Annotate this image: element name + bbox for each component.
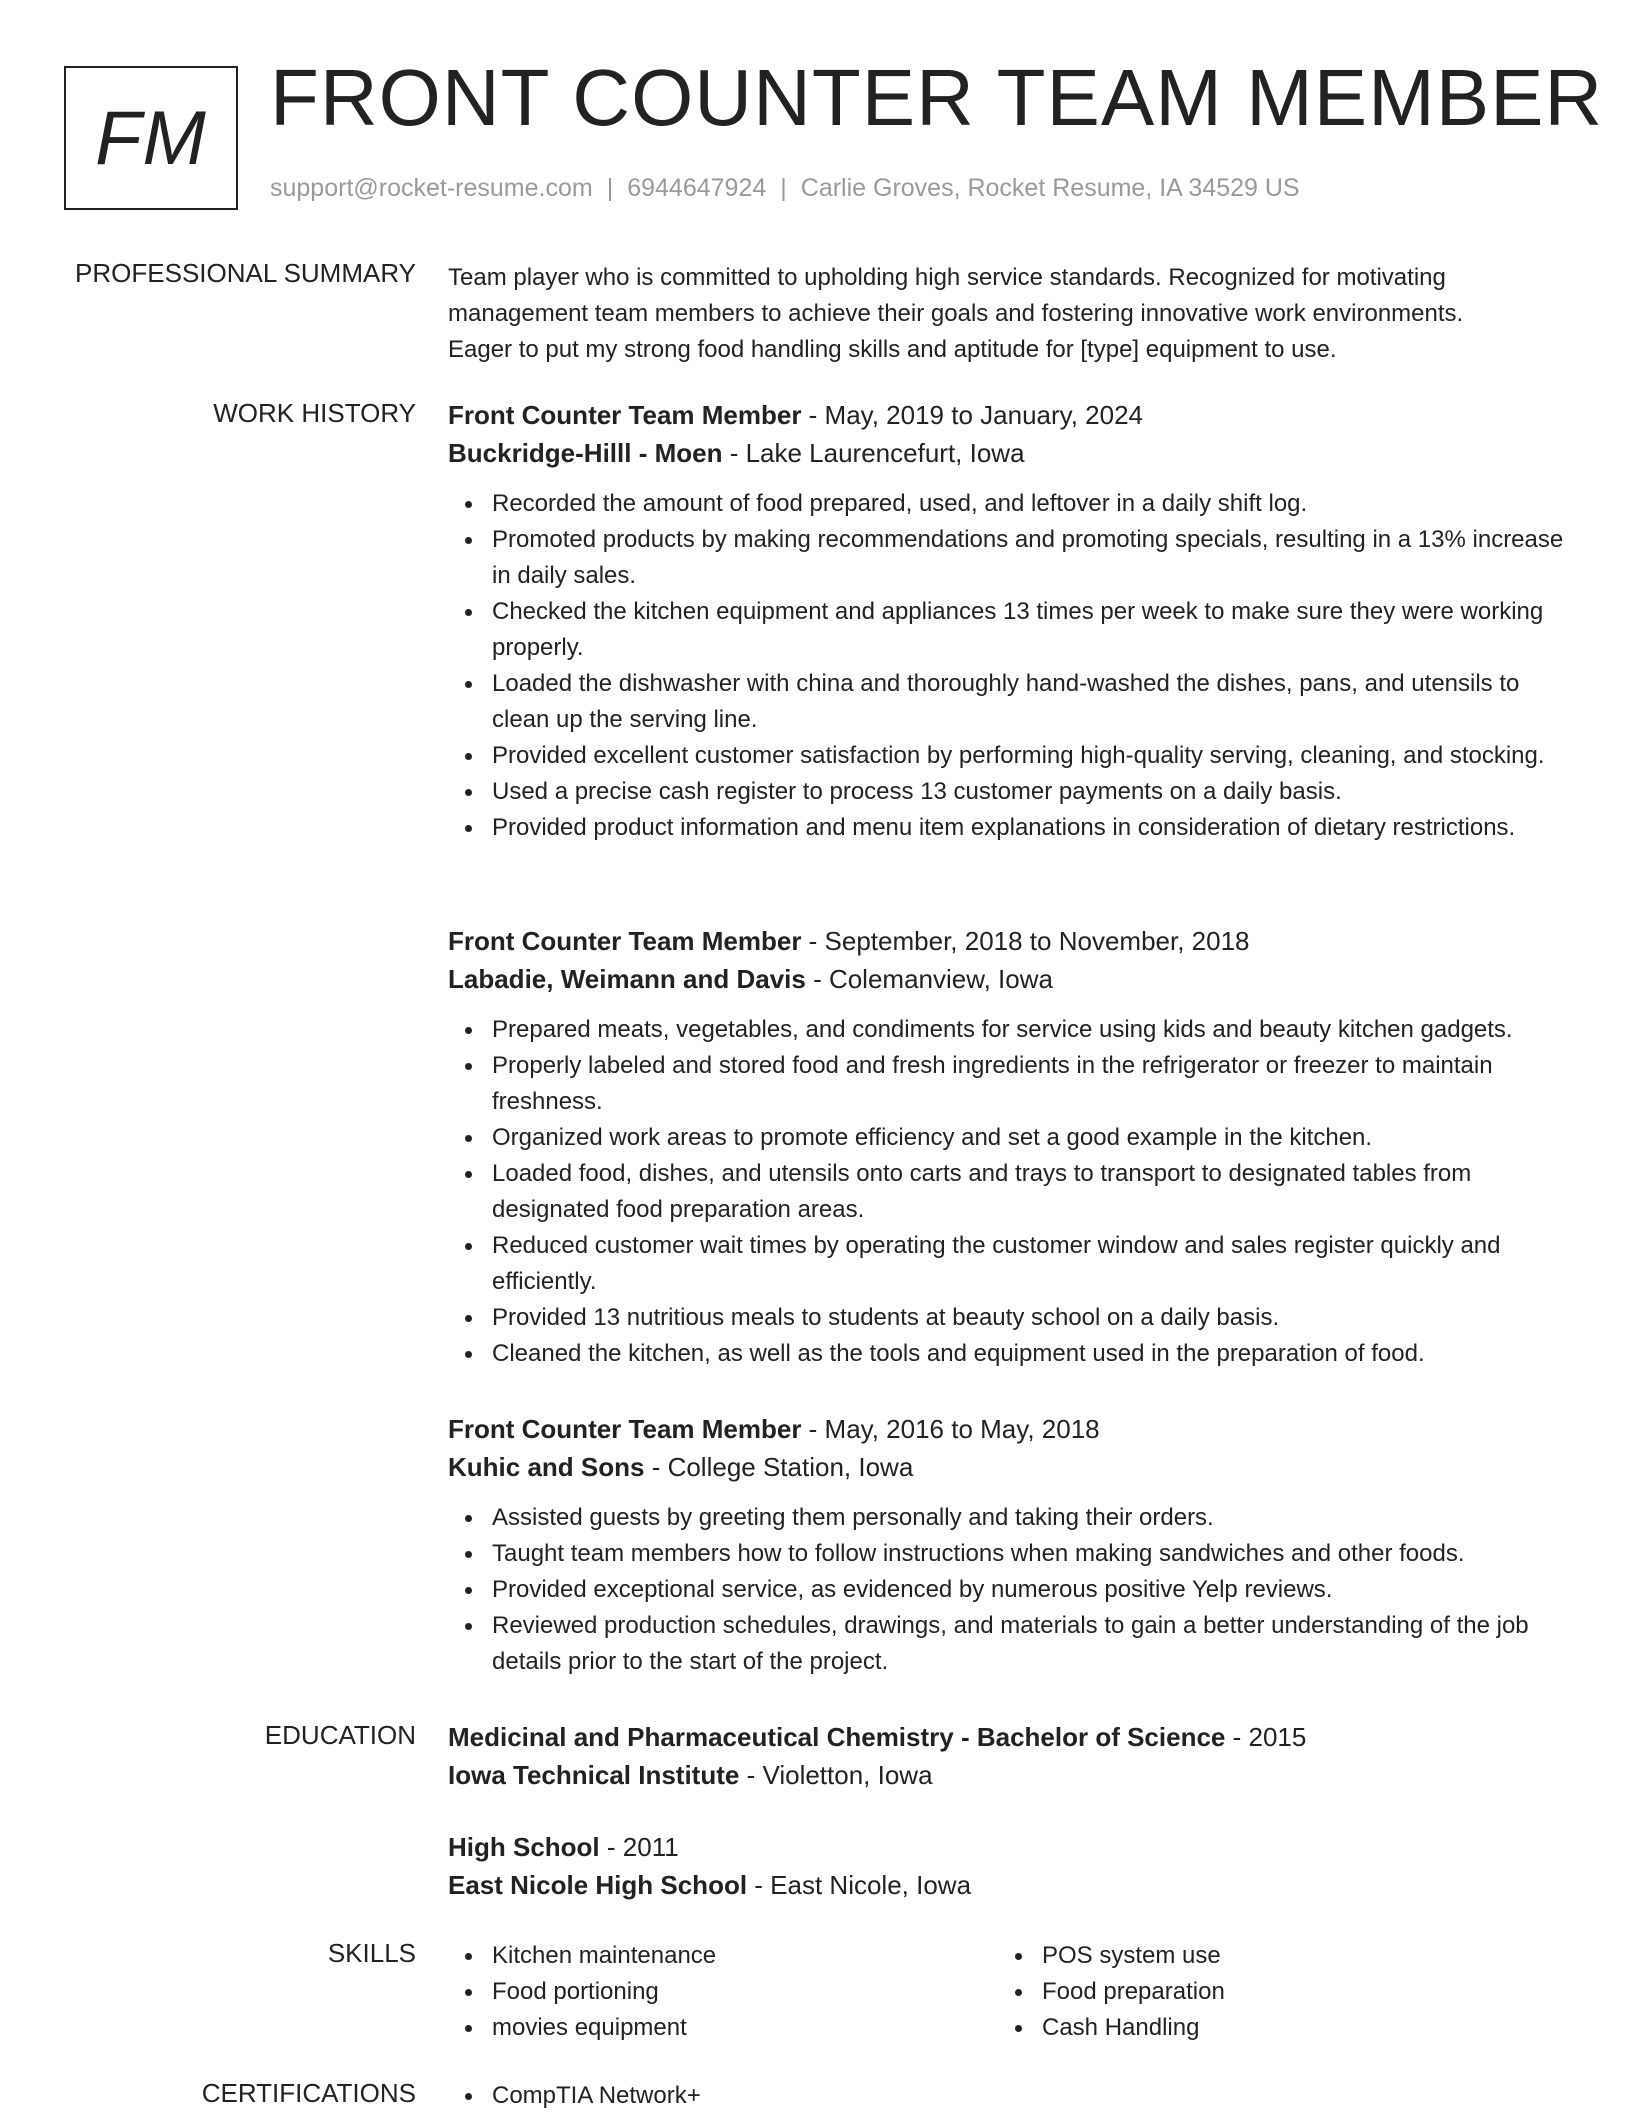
skill-item: movies equipment [448, 2010, 998, 2046]
job-title: Front Counter Team Member [448, 400, 802, 430]
job-bullet: Recorded the amount of food prepared, used, and leftover in a daily shift log. [448, 486, 1568, 522]
job-company: Buckridge-Hilll - Moen [448, 438, 723, 468]
job-dates: - May, 2019 to January, 2024 [801, 400, 1144, 430]
job-bullet: Checked the kitchen equipment and appliances 13 times per week to make sure they were working properly. [448, 594, 1568, 666]
education-school: Iowa Technical Institute [448, 1760, 740, 1790]
education-location: - Violetton, Iowa [739, 1760, 933, 1790]
education-entry [448, 1718, 1568, 1794]
job-heading [448, 1410, 1568, 1448]
section-label-work-history: WORK HISTORY [213, 398, 416, 428]
job-company-line [448, 1448, 1568, 1486]
contact-phone[interactable]: 6944647924 [627, 174, 767, 202]
contact-email[interactable]: support@rocket-resume.com [270, 174, 593, 202]
certification-item: CompTIA Network+ [448, 2078, 1568, 2112]
job-location: - Colemanview, Iowa [805, 964, 1053, 994]
contact-line [270, 174, 1300, 203]
job-title: Front Counter Team Member [448, 1414, 802, 1444]
education-school-line [448, 1756, 1568, 1794]
summary-text [448, 260, 1568, 368]
skills-list [448, 1938, 1568, 2046]
education-degree-line [448, 1828, 1568, 1866]
job-bullet: Reduced customer wait times by operating the customer window and sales register quickly and efficiently. [448, 1228, 1568, 1300]
job-company: Kuhic and Sons [448, 1452, 645, 1482]
summary-line: management team members to achieve their goals and fostering innovative work environments. [448, 300, 1464, 327]
contact-address: Carlie Groves, Rocket Resume, IA 34529 US [800, 174, 1300, 202]
section-label-summary: PROFESSIONAL SUMMARY [75, 258, 416, 288]
job-bullets [448, 1012, 1568, 1372]
job-bullet: Provided 13 nutritious meals to students at beauty school on a daily basis. [448, 1300, 1568, 1336]
education-year: - 2015 [1225, 1722, 1307, 1752]
job-entry [448, 922, 1568, 1372]
job-bullet: Used a precise cash register to process 13 customer payments on a daily basis. [448, 774, 1568, 810]
job-entry [448, 396, 1568, 846]
certifications-list [448, 2078, 1568, 2112]
job-bullet: Taught team members how to follow instructions when making sandwiches and other foods. [448, 1536, 1568, 1572]
section-label-skills: SKILLS [327, 1938, 416, 1968]
skill-item: Cash Handling [998, 2010, 1548, 2046]
monogram-logo: FM [64, 66, 238, 210]
job-bullet: Properly labeled and stored food and fresh ingredients in the refrigerator or freezer to maintain freshness. [448, 1048, 1568, 1120]
job-dates: - May, 2016 to May, 2018 [801, 1414, 1100, 1444]
job-bullet: Organized work areas to promote efficiency and set a good example in the kitchen. [448, 1120, 1568, 1156]
education-school-line [448, 1866, 1568, 1904]
education-entry [448, 1828, 1568, 1904]
job-dates: - September, 2018 to November, 2018 [801, 926, 1250, 956]
job-location: - College Station, Iowa [644, 1452, 914, 1482]
job-company: Labadie, Weimann and Davis [448, 964, 806, 994]
job-bullet: Cleaned the kitchen, as well as the tools and equipment used in the preparation of food. [448, 1336, 1568, 1372]
skill-item: POS system use [998, 1938, 1548, 1974]
skills-column-left [448, 1938, 998, 2046]
job-location: - Lake Laurencefurt, Iowa [722, 438, 1025, 468]
job-heading [448, 922, 1568, 960]
certification-bullets [448, 2078, 1568, 2112]
education-school: East Nicole High School [448, 1870, 748, 1900]
contact-separator: | [606, 174, 614, 202]
job-bullet: Provided product information and menu item explanations in consideration of dietary restrictions. [448, 810, 1568, 846]
summary-line: Team player who is committed to upholding high service standards. Recognized for motivating [448, 264, 1446, 291]
education-degree: High School [448, 1832, 600, 1862]
job-bullet: Loaded food, dishes, and utensils onto carts and trays to transport to designated tables from designated food preparation areas. [448, 1156, 1568, 1228]
job-bullets [448, 1500, 1568, 1680]
job-bullet: Prepared meats, vegetables, and condiments for service using kids and beauty kitchen gadgets. [448, 1012, 1568, 1048]
job-bullet: Promoted products by making recommendations and promoting specials, resulting in a 13% increase in daily sales. [448, 522, 1568, 594]
education-degree-line [448, 1718, 1568, 1756]
job-title: Front Counter Team Member [448, 926, 802, 956]
job-bullet: Provided exceptional service, as evidenced by numerous positive Yelp reviews. [448, 1572, 1568, 1608]
skill-item: Kitchen maintenance [448, 1938, 998, 1974]
skills-column-right [998, 1938, 1548, 2046]
skill-item: Food portioning [448, 1974, 998, 2010]
job-company-line [448, 434, 1568, 472]
job-heading [448, 396, 1568, 434]
contact-separator: | [780, 174, 787, 202]
job-bullet: Provided excellent customer satisfaction by performing high-quality serving, cleaning, and stocking. [448, 738, 1568, 774]
job-bullet: Assisted guests by greeting them personally and taking their orders. [448, 1500, 1568, 1536]
job-entry [448, 1410, 1568, 1680]
section-label-education: EDUCATION [264, 1720, 416, 1750]
job-bullet: Reviewed production schedules, drawings, and materials to gain a better understanding of the job details prior to the start of the project. [448, 1608, 1568, 1680]
resume-title: FRONT COUNTER TEAM MEMBER [270, 53, 1604, 142]
summary-line: Eager to put my strong food handling skills and aptitude for [type] equipment to use. [448, 336, 1337, 363]
skill-item: Food preparation [998, 1974, 1548, 2010]
job-bullets [448, 486, 1568, 846]
job-company-line [448, 960, 1568, 998]
job-bullet: Loaded the dishwasher with china and thoroughly hand-washed the dishes, pans, and utensils to clean up the serving line. [448, 666, 1568, 738]
education-year: - 2011 [599, 1832, 679, 1862]
section-label-certifications: CERTIFICATIONS [201, 2078, 416, 2108]
education-location: - East Nicole, Iowa [747, 1870, 972, 1900]
education-degree: Medicinal and Pharmaceutical Chemistry - Bachelor of Science [448, 1722, 1226, 1752]
